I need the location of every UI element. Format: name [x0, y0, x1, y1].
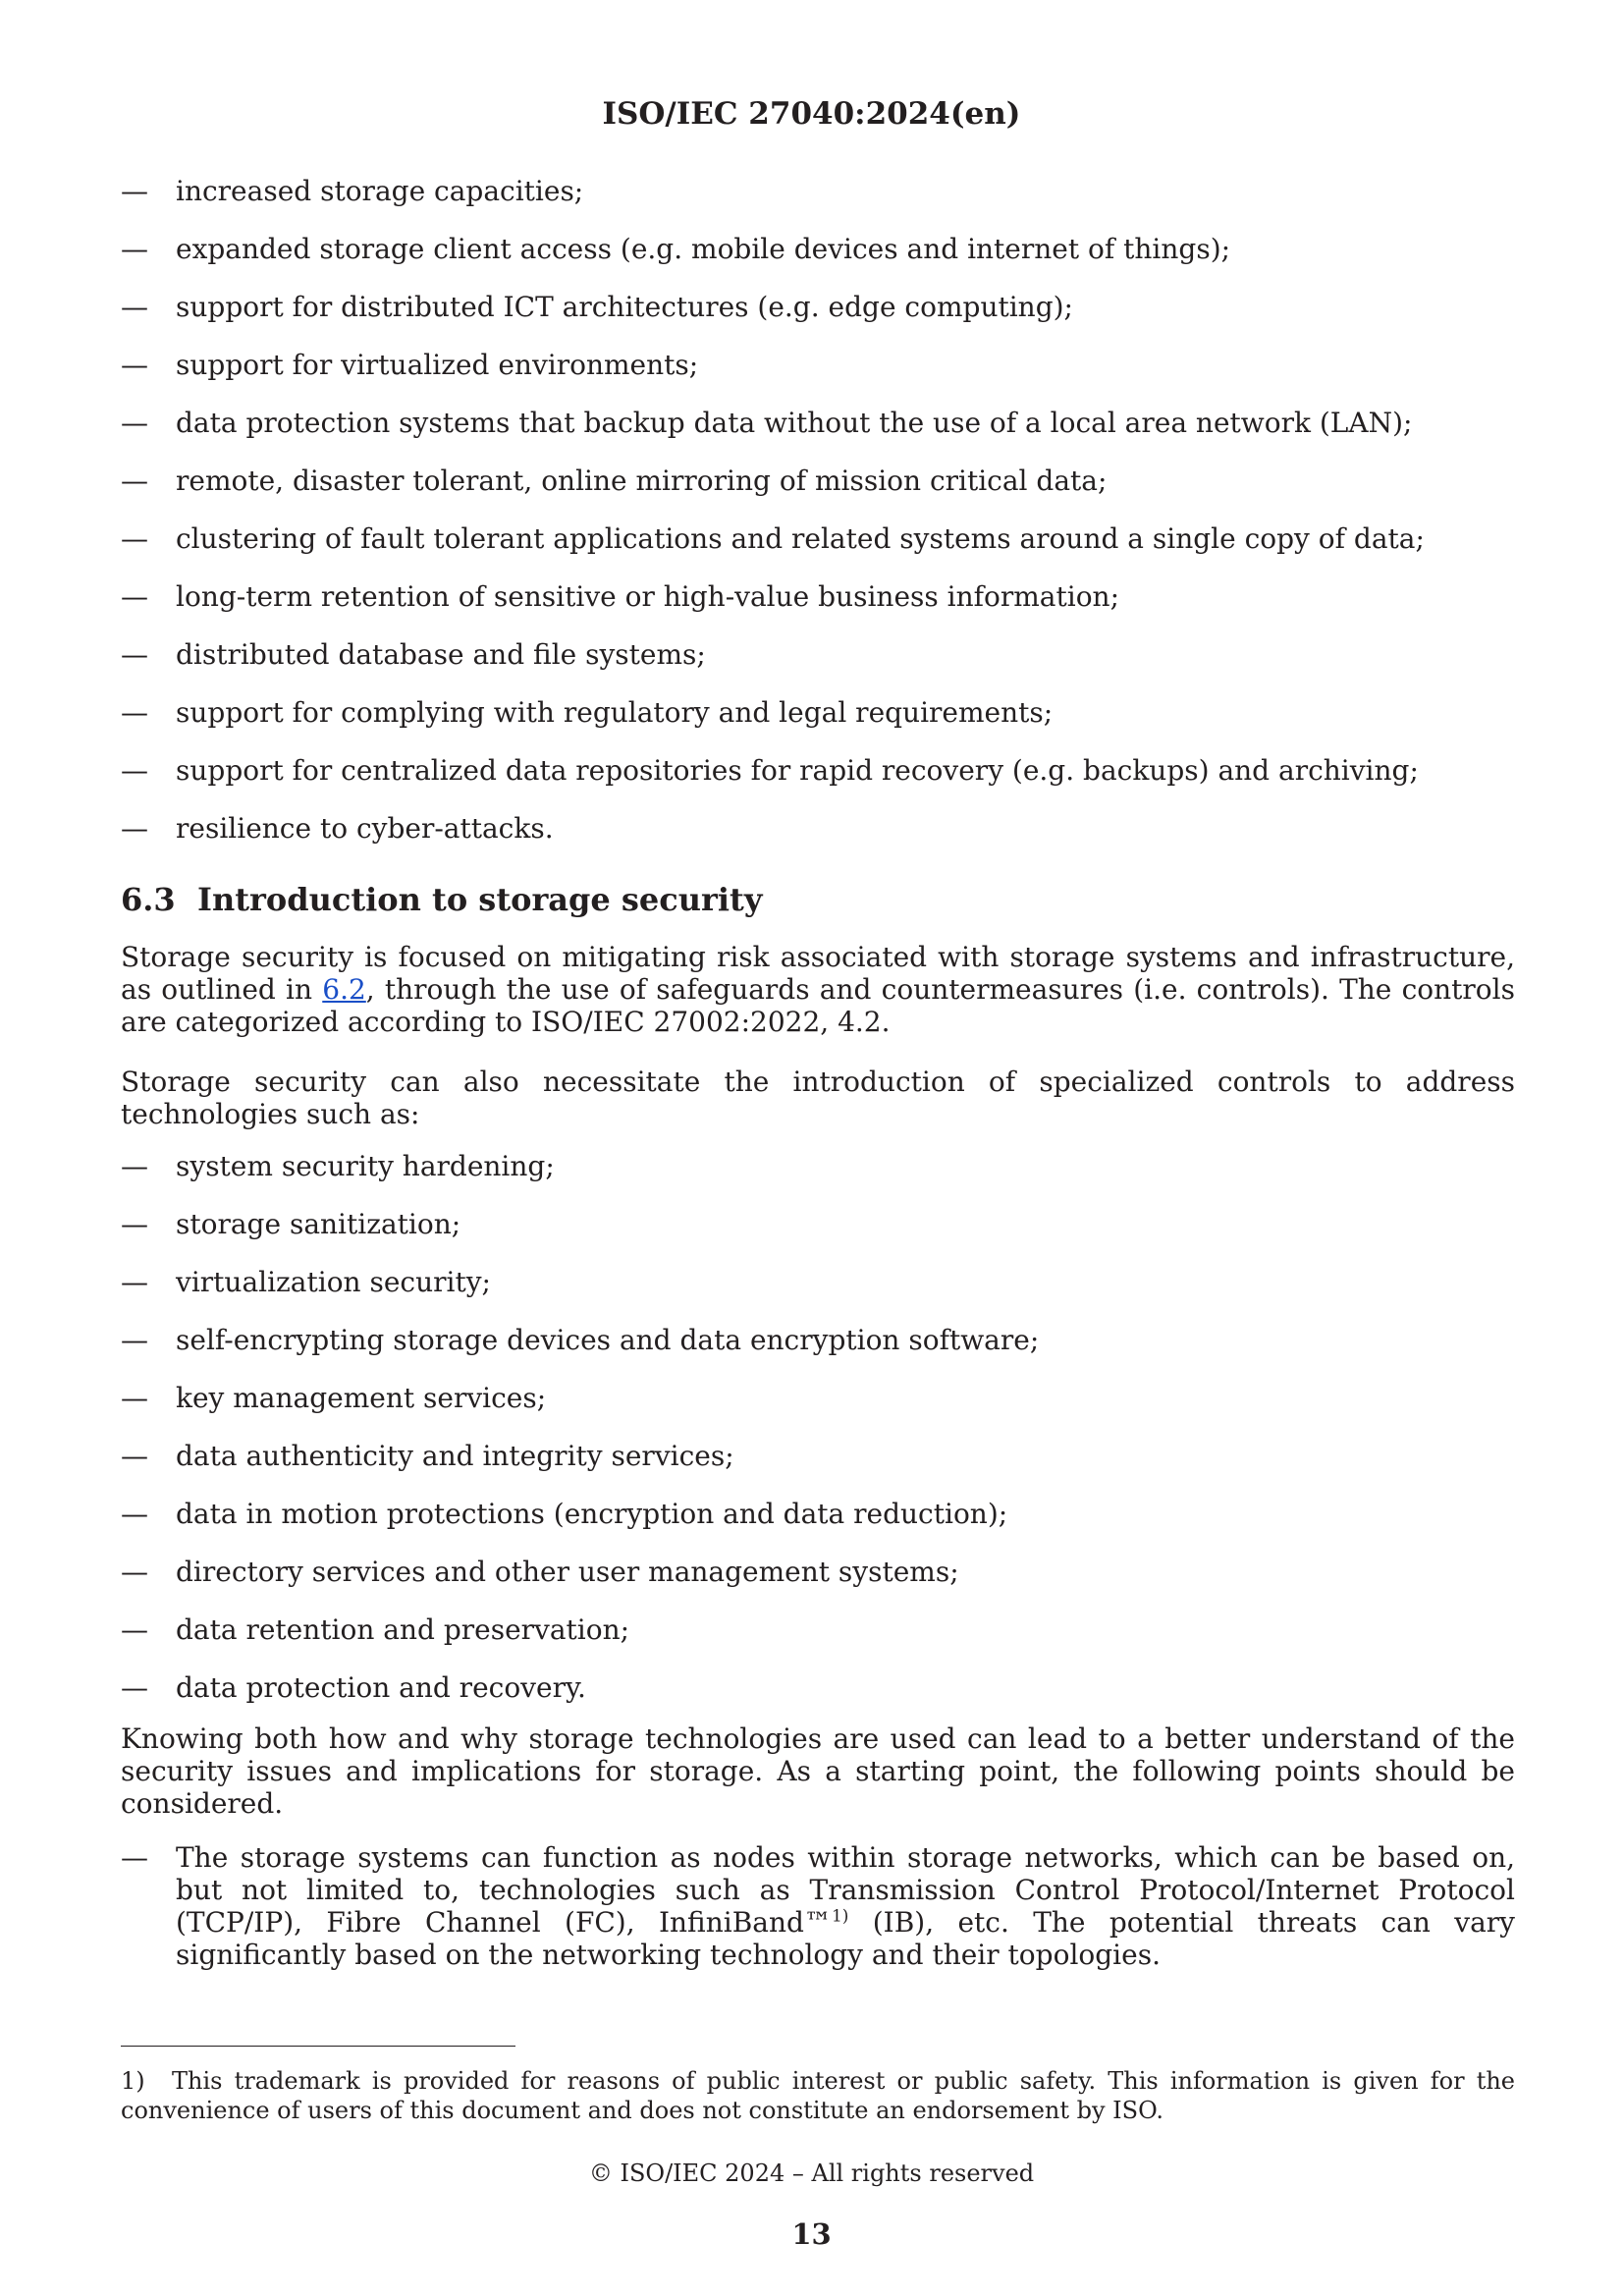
- list-item: — The storage systems can function as nodes within storage networks, which can be based on, but not limited to, technologies such as Transmission Control Protocol/Internet Protocol (TCP/IP), Fibre Channel (FC), InfiniBand™$^{1)}$ (IB), etc. The potential threats can vary significantly based on the networking technology and their topologies.: [121, 1841, 1515, 1971]
- considerations-list: [121, 1841, 1515, 1971]
- document-header: ISO/IEC 27040:2024(en): [602, 96, 1021, 132]
- dash-marker: —: [121, 1671, 148, 1704]
- dash-marker: —: [121, 1498, 148, 1530]
- dash-marker: —: [121, 1150, 148, 1182]
- dash-marker: —: [121, 1208, 148, 1240]
- list-item: — data protection and recovery.: [121, 1671, 586, 1704]
- section-heading: [121, 880, 1515, 941]
- dash-marker: —: [121, 1266, 148, 1298]
- footnote-reference[interactable]: 1): [831, 1906, 849, 1927]
- list-item: — data in motion protections (encryption and data reduction);: [121, 1498, 1008, 1530]
- list-item: — resilience to cyber-attacks.: [121, 812, 554, 845]
- dash-marker: —: [121, 1324, 148, 1356]
- dash-marker: —: [121, 175, 148, 207]
- list-item: — support for centralized data repositories for rapid recovery (e.g. backups) and archiving;: [121, 754, 1419, 787]
- list-item: — virtualization security;: [121, 1266, 491, 1298]
- dash-marker: —: [121, 233, 148, 265]
- clause-link[interactable]: 6.2: [322, 973, 366, 1006]
- dash-marker: —: [121, 754, 148, 787]
- footnote-divider: [121, 2046, 515, 2047]
- footnote-number: 1): [121, 2067, 145, 2095]
- list-item: — data authenticity and integrity services;: [121, 1440, 734, 1472]
- list-item: — long-term retention of sensitive or high-value business information;: [121, 580, 1120, 613]
- paragraph-controls: Storage security can also necessitate the introduction of specialized controls to address technologies such as:: [121, 1066, 1515, 1130]
- list-item: — directory services and other user management systems;: [121, 1556, 959, 1588]
- dash-marker: —: [121, 580, 148, 613]
- list-item: — expanded storage client access (e.g. mobile devices and internet of things);: [121, 233, 1231, 265]
- paragraph-intro: Storage security is focused on mitigating risk associated with storage systems and infrastructure, as outlined in 6.2, through the use of safeguards and countermeasures (i.e. controls). The controls are categorized according to ISO/IEC 27002:2022, 4.2.: [121, 941, 1515, 1038]
- paragraph-considerations: Knowing both how and why storage technologies are used can lead to a better understand of the security issues and implications for storage. As a starting point, the following points should be considered.: [121, 1722, 1515, 1820]
- dash-marker: —: [121, 1382, 148, 1414]
- section-number: 6.3: [121, 881, 176, 918]
- footnote-text: This trademark is provided for reasons of public interest or public safety. This information is given for the convenience of users of this document and does not constitute an endorsement by ISO.: [121, 2067, 1515, 2124]
- list-item: — support for distributed ICT architectures (e.g. edge computing);: [121, 291, 1073, 323]
- dash-marker: —: [121, 1613, 148, 1646]
- list-item: — remote, disaster tolerant, online mirroring of mission critical data;: [121, 465, 1108, 497]
- page-number: 13: [791, 2217, 832, 2251]
- list-item: — support for complying with regulatory and legal requirements;: [121, 696, 1054, 729]
- section-title: Introduction to storage security: [197, 881, 763, 918]
- list-item: — system security hardening;: [121, 1150, 555, 1182]
- list-item: — support for virtualized environments;: [121, 349, 699, 381]
- copyright-notice: © ISO/IEC 2024 – All rights reserved: [588, 2159, 1035, 2187]
- list-item: — data protection systems that backup data without the use of a local area network (LAN);: [121, 407, 1413, 439]
- dash-marker: —: [121, 291, 148, 323]
- list-item: — self-encrypting storage devices and data encryption software;: [121, 1324, 1040, 1356]
- dash-marker: —: [121, 1556, 148, 1588]
- dash-marker: —: [121, 349, 148, 381]
- footnote: [121, 2066, 1515, 2125]
- dash-marker: —: [121, 812, 148, 845]
- list-item: — key management services;: [121, 1382, 547, 1414]
- list-item: — storage sanitization;: [121, 1208, 461, 1240]
- page-body: [121, 175, 1515, 1971]
- capabilities-list: [121, 175, 1515, 870]
- dash-marker: —: [121, 407, 148, 439]
- dash-marker: —: [121, 522, 148, 555]
- list-item: — distributed database and file systems;: [121, 638, 706, 671]
- technologies-list: [121, 1150, 1515, 1722]
- dash-marker: —: [121, 696, 148, 729]
- list-item: — clustering of fault tolerant applications and related systems around a single copy of data;: [121, 522, 1425, 555]
- dash-marker: —: [121, 1440, 148, 1472]
- dash-marker: —: [121, 465, 148, 497]
- list-item: — data retention and preservation;: [121, 1613, 630, 1646]
- dash-marker: —: [121, 1841, 148, 1874]
- dash-marker: —: [121, 638, 148, 671]
- list-item: — increased storage capacities;: [121, 175, 584, 207]
